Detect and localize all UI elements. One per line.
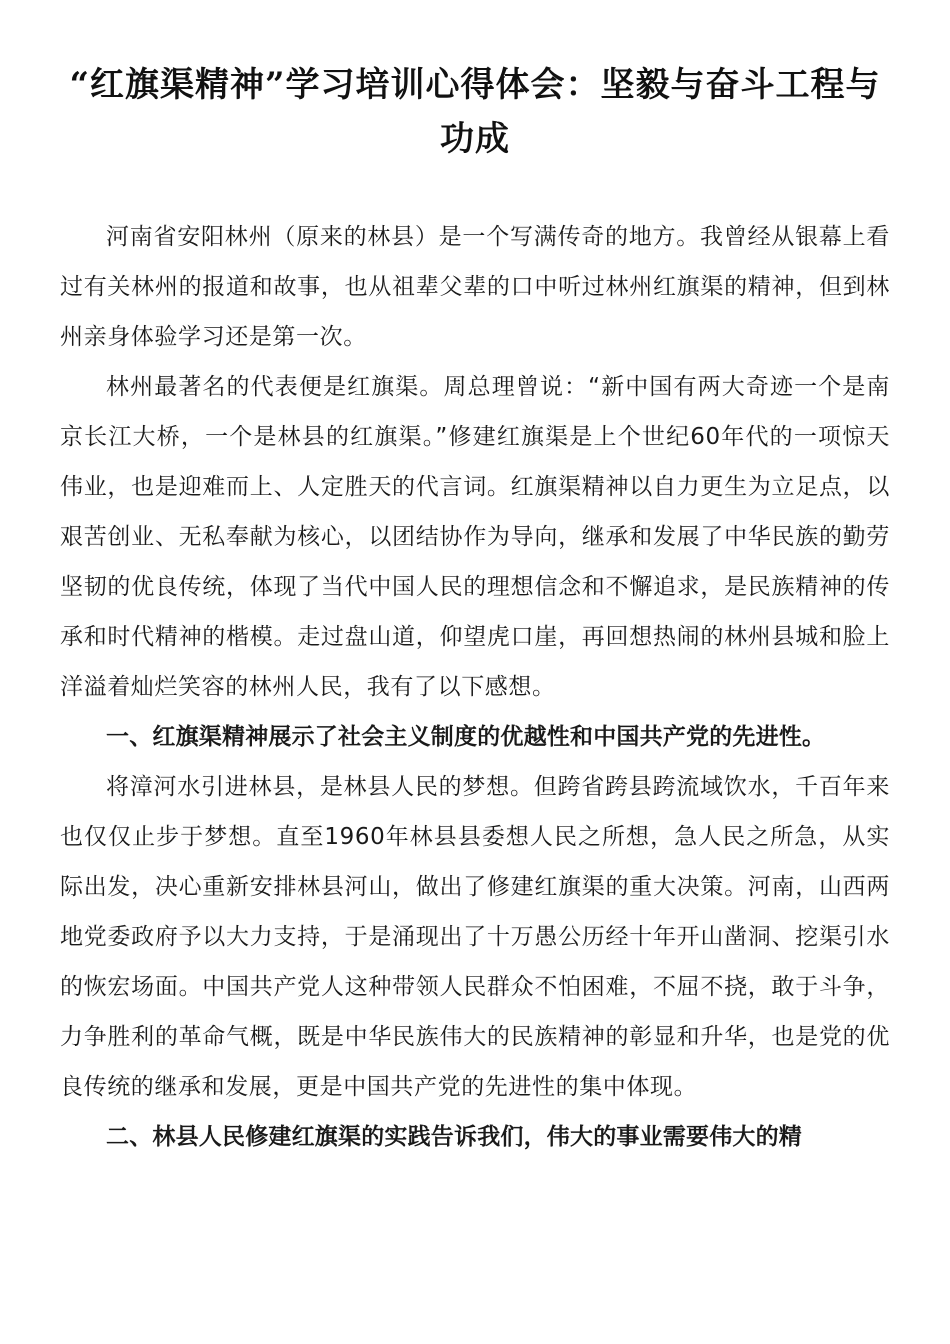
document-body [60,212,890,1162]
page-title: “红旗渠精神”学习培训心得体会：坚毅与奋斗工程与功成 [69,65,881,159]
paragraph-section-1: 将漳河水引进林县，是林县人民的梦想。但跨省跨县跨流域饮水，千百年来也仅仅止步于梦想。直至1960年林县县委想人民之所想，急人民之所急，从实际出发，决心重新安排林县河山，做出了修建红旗渠的重大决策。河南，山西两地党委政府予以大力支持，于是涌现出了十万愚公历经十年开山凿洞、挖渠引水的恢宏场面。中国共产党人这种带领人民群众不怕困难，不屈不挠，敢于斗争，力争胜利的革命气概，既是中华民族伟大的民族精神的彰显和升华，也是党的优良传统的继承和发展，更是中国共产党的先进性的集中体现。 [60,774,890,1100]
paragraph-intro: 河南省安阳林州（原来的林县）是一个写满传奇的地方。我曾经从银幕上看过有关林州的报道和故事，也从祖辈父辈的口中听过林州红旗渠的精神，但到林州亲身体验学习还是第一次。 [60,224,890,350]
section-heading-1: 一、红旗渠精神展示了社会主义制度的优越性和中国共产党的先进性。 [106,724,826,750]
section-heading-2: 二、林县人民修建红旗渠的实践告诉我们，伟大的事业需要伟大的精 [106,1124,802,1150]
paragraph-hongqiqu: 林州最著名的代表便是红旗渠。周总理曾说：“新中国有两大奇迹一个是南京长江大桥，一个是林县的红旗渠。”修建红旗渠是上个世纪60年代的一项惊天伟业，也是迎难而上、人定胜天的代言词。红旗渠精神以自力更生为立足点，以艰苦创业、无私奉献为核心，以团结协作为导向，继承和发展了中华民族的勤劳坚韧的优良传统，体现了当代中国人民的理想信念和不懈追求，是民族精神的传承和时代精神的楷模。走过盘山道，仰望虎口崖，再回想热闹的林州县城和脸上洋溢着灿烂笑容的林州人民，我有了以下感想。 [60,374,890,700]
